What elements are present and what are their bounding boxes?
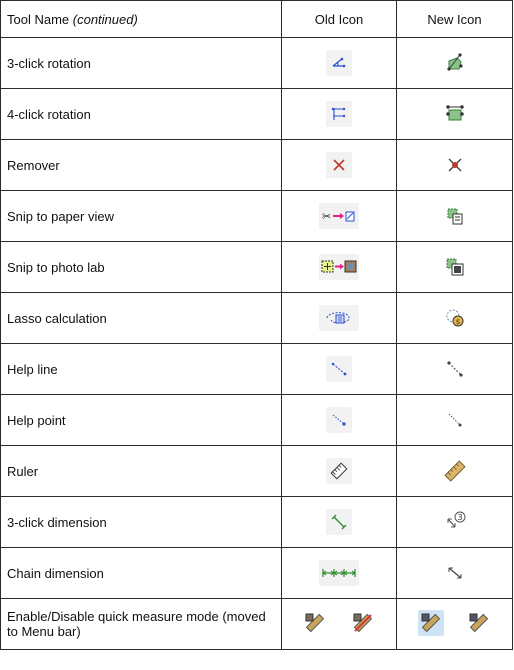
new-icon-cell: [397, 446, 513, 497]
lasso-new-icon: [442, 305, 468, 331]
old-icon-cell: [282, 395, 397, 446]
remover-old-icon: [326, 152, 352, 178]
new-icon-cell: [397, 599, 513, 650]
table-row: [1, 89, 513, 140]
tool-name: Lasso calculation: [1, 293, 282, 344]
tool-name: 4-click rotation: [1, 89, 282, 140]
header-tool-name-main: Tool Name: [7, 11, 70, 27]
help-point-new-icon: [442, 407, 468, 433]
help-line-old-icon: [326, 356, 352, 382]
snip-photo-new-icon: [442, 254, 468, 280]
old-icon-cell: [282, 599, 397, 650]
old-icon-cell: [282, 293, 397, 344]
quick-measure-enable-new-icon: [418, 610, 444, 636]
svg-text:$: $: [455, 318, 460, 326]
help-point-old-icon: [326, 407, 352, 433]
new-icon-cell: [397, 497, 513, 548]
header-old-icon: Old Icon: [282, 1, 397, 38]
header-row: [1, 1, 513, 38]
table-row: [1, 140, 513, 191]
new-icon-cell: [397, 395, 513, 446]
rotation-3-new-icon: [442, 50, 468, 76]
new-icon-cell: [397, 191, 513, 242]
svg-text:3: 3: [456, 513, 463, 522]
ruler-old-icon: [326, 458, 352, 484]
rotation-4-new-icon: [442, 101, 468, 127]
new-icon-cell: [397, 293, 513, 344]
chain-dimension-old-icon: [319, 560, 359, 586]
table-row: [1, 344, 513, 395]
tool-name: Help line: [1, 344, 282, 395]
snip-photo-old-icon: [319, 254, 359, 280]
tool-name: Snip to photo lab: [1, 242, 282, 293]
new-icon-cell: [397, 38, 513, 89]
new-icon-cell: [397, 89, 513, 140]
quick-measure-disable-old-icon: [350, 610, 376, 636]
tool-name: Chain dimension: [1, 548, 282, 599]
tool-name: 3-click dimension: [1, 497, 282, 548]
lasso-old-icon: [319, 305, 359, 331]
tool-name: Enable/Disable quick measure mode (moved to Menu bar): [1, 599, 282, 650]
quick-measure-enable-old-icon: [302, 610, 328, 636]
tool-name: Ruler: [1, 446, 282, 497]
table-row: [1, 446, 513, 497]
old-icon-cell: [282, 38, 397, 89]
old-icon-cell: [282, 140, 397, 191]
tool-name: Help point: [1, 395, 282, 446]
header-tool-name: [1, 1, 282, 38]
tool-name: Snip to paper view: [1, 191, 282, 242]
old-icon-cell: [282, 497, 397, 548]
remover-new-icon: [442, 152, 468, 178]
snip-paper-old-icon: [319, 203, 359, 229]
svg-text:✂: ✂: [322, 210, 332, 223]
old-icon-cell: [282, 344, 397, 395]
table-row: [1, 191, 513, 242]
table-row: [1, 599, 513, 650]
table-row: [1, 548, 513, 599]
help-line-new-icon: [442, 356, 468, 382]
new-icon-cell: [397, 548, 513, 599]
header-tool-name-suffix: (continued): [72, 11, 138, 27]
old-icon-cell: [282, 191, 397, 242]
new-icon-cell: [397, 242, 513, 293]
tool-name: 3-click rotation: [1, 38, 282, 89]
old-icon-cell: [282, 89, 397, 140]
quick-measure-old-icon: [302, 610, 376, 636]
dimension-3-old-icon: [326, 509, 352, 535]
rotation-4-old-icon: [326, 101, 352, 127]
table-row: [1, 395, 513, 446]
snip-paper-new-icon: [442, 203, 468, 229]
rotation-3-old-icon: [326, 50, 352, 76]
chain-dimension-new-icon: [442, 560, 468, 586]
table-row: [1, 497, 513, 548]
table-row: [1, 38, 513, 89]
old-icon-cell: [282, 548, 397, 599]
new-icon-cell: [397, 140, 513, 191]
tool-name: Remover: [1, 140, 282, 191]
table-row: [1, 242, 513, 293]
old-icon-cell: [282, 242, 397, 293]
ruler-new-icon: [442, 458, 468, 484]
header-new-icon: New Icon: [397, 1, 513, 38]
new-icon-cell: [397, 344, 513, 395]
old-icon-cell: [282, 446, 397, 497]
table-row: [1, 293, 513, 344]
dimension-3-new-icon: [442, 509, 468, 535]
quick-measure-new-icon: [418, 610, 492, 636]
quick-measure-disable-new-icon: [466, 610, 492, 636]
